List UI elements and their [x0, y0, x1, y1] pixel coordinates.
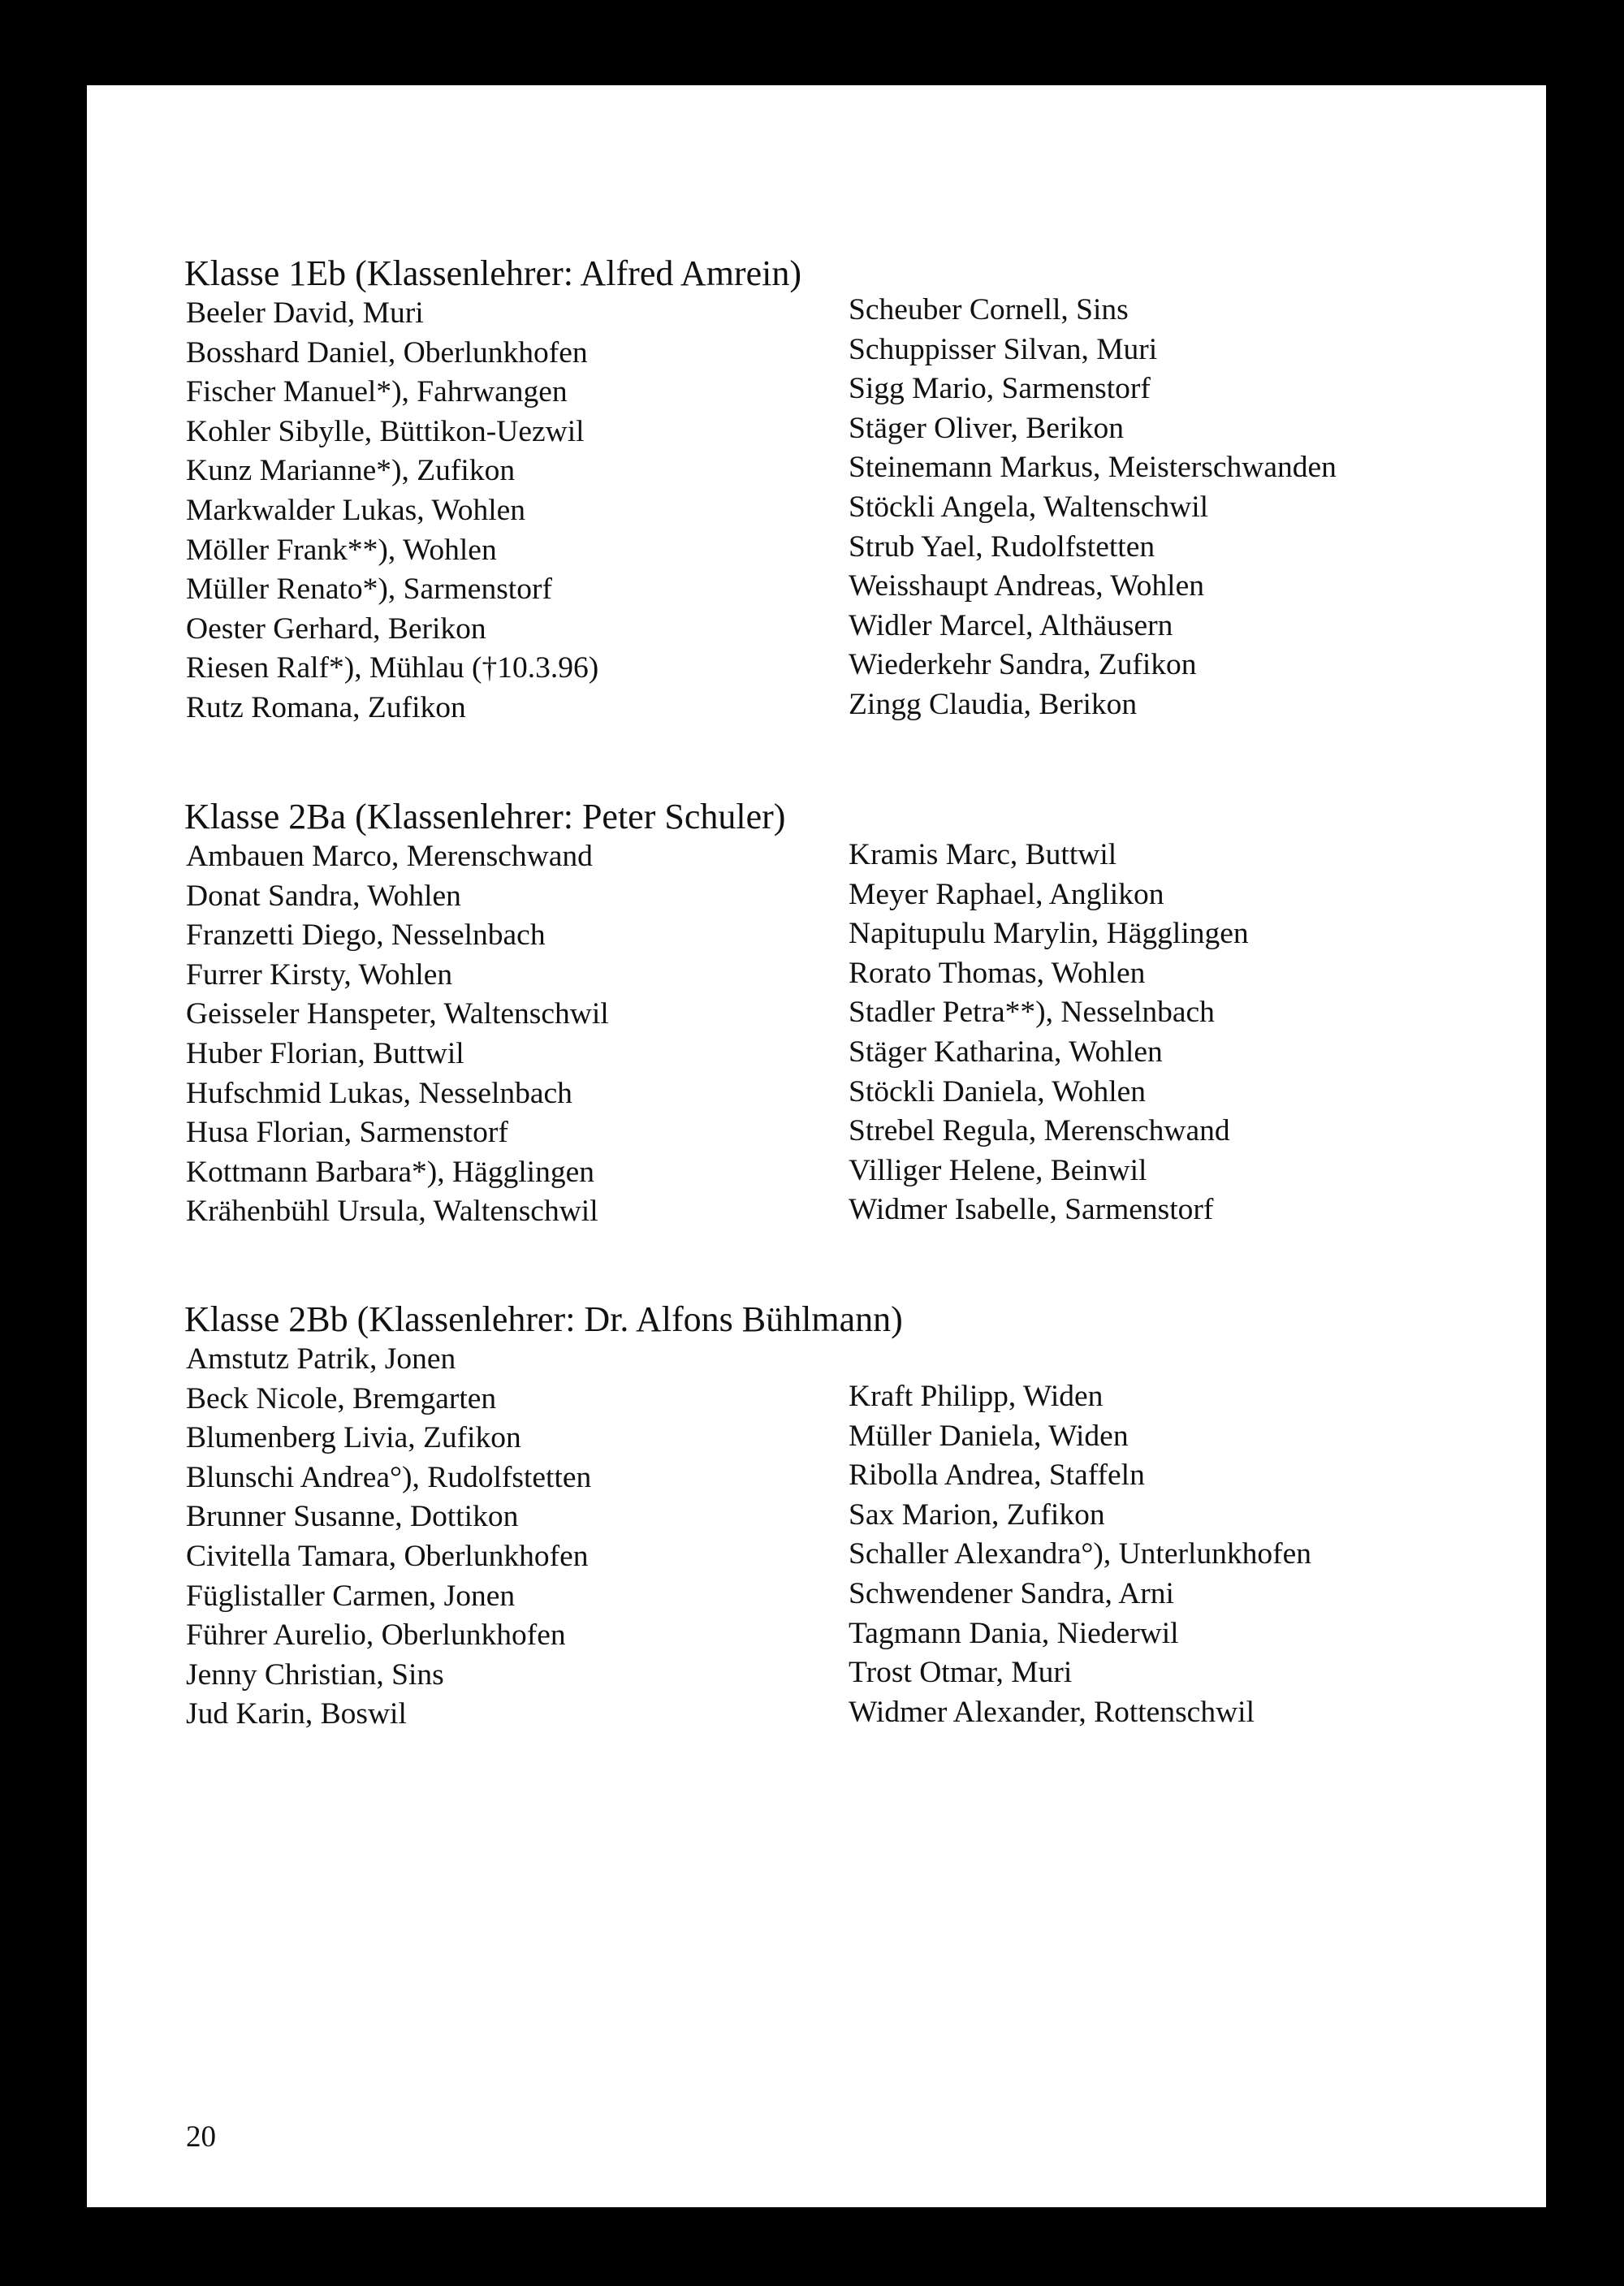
- class-1eb-right-column: [849, 291, 1337, 725]
- student-entry: Kramis Marc, Buttwil: [849, 838, 1117, 871]
- student-entry: Schuppisser Silvan, Muri: [849, 332, 1158, 366]
- class-2bb-heading: Klasse 2Bb (Klassenlehrer: Dr. Alfons Bühlmann): [184, 1299, 903, 1339]
- student-entry: Stöckli Angela, Waltenschwil: [849, 490, 1209, 524]
- student-entry: Jenny Christian, Sins: [186, 1657, 444, 1692]
- student-entry: Führer Aurelio, Oberlunkhofen: [186, 1618, 566, 1653]
- class-1eb-heading: Klasse 1Eb (Klassenlehrer: Alfred Amrein): [184, 253, 801, 293]
- student-entry: Furrer Kirsty, Wohlen: [186, 957, 453, 992]
- class-2bb-left-column: [186, 1340, 591, 1735]
- student-entry: Stöckli Daniela, Wohlen: [849, 1074, 1147, 1108]
- student-entry: Stadler Petra**), Nesselnbach: [849, 996, 1215, 1030]
- student-entry: Weisshaupt Andreas, Wohlen: [849, 569, 1204, 603]
- student-entry: Stäger Katharina, Wohlen: [849, 1035, 1163, 1069]
- student-entry: Rorato Thomas, Wohlen: [849, 956, 1146, 990]
- student-entry: Bosshard Daniel, Oberlunkhofen: [186, 335, 588, 369]
- student-entry: Riesen Ralf*), Mühlau (†10.3.96): [186, 651, 599, 685]
- class-2ba-left-column: [186, 837, 609, 1232]
- class-2bb-section: [184, 1299, 1516, 1731]
- student-entry: Möller Frank**), Wohlen: [186, 533, 497, 567]
- page-number: 20: [186, 2120, 216, 2154]
- class-2ba-right-column: [849, 836, 1249, 1230]
- student-entry: Zingg Claudia, Berikon: [849, 687, 1138, 721]
- student-entry: Blunschi Andrea°), Rudolfstetten: [186, 1460, 592, 1494]
- student-entry: Widmer Alexander, Rottenschwil: [849, 1695, 1255, 1729]
- student-entry: Napitupulu Marylin, Hägglingen: [849, 917, 1249, 951]
- student-entry: Schwendener Sandra, Arni: [849, 1576, 1174, 1610]
- student-entry: Wiederkehr Sandra, Zufikon: [849, 648, 1197, 682]
- student-entry: Kraft Philipp, Widen: [849, 1380, 1104, 1413]
- student-entry: Beeler David, Muri: [186, 296, 424, 330]
- student-entry: Villiger Helene, Beinwil: [849, 1153, 1147, 1187]
- student-entry: Rutz Romana, Zufikon: [186, 690, 466, 724]
- student-entry: Strebel Regula, Merenschwand: [849, 1114, 1230, 1148]
- student-entry: Trost Otmar, Muri: [849, 1656, 1073, 1690]
- student-entry: Kottmann Barbara*), Hägglingen: [186, 1155, 594, 1189]
- student-entry: Kunz Marianne*), Zufikon: [186, 454, 516, 488]
- student-entry: Ambauen Marco, Merenschwand: [186, 840, 593, 873]
- student-entry: Sax Marion, Zufikon: [849, 1497, 1105, 1532]
- student-entry: Füglistaller Carmen, Jonen: [186, 1579, 516, 1613]
- student-entry: Ribolla Andrea, Staffeln: [849, 1458, 1145, 1493]
- student-entry: Stäger Oliver, Berikon: [849, 411, 1125, 445]
- student-entry: Huber Florian, Buttwil: [186, 1036, 464, 1070]
- student-entry: Müller Renato*), Sarmenstorf: [186, 573, 552, 607]
- student-entry: Widmer Isabelle, Sarmenstorf: [849, 1193, 1214, 1227]
- student-entry: Fischer Manuel*), Fahrwangen: [186, 375, 568, 409]
- student-entry: Jud Karin, Boswil: [186, 1697, 407, 1731]
- student-entry: Sigg Mario, Sarmenstorf: [849, 372, 1151, 406]
- student-entry: Markwalder Lukas, Wohlen: [186, 493, 526, 527]
- student-entry: Amstutz Patrik, Jonen: [186, 1342, 456, 1376]
- class-2ba-heading: Klasse 2Ba (Klassenlehrer: Peter Schuler): [184, 797, 786, 836]
- student-entry: Schaller Alexandra°), Unterlunkhofen: [849, 1537, 1312, 1571]
- class-2ba-section: [184, 797, 1516, 1229]
- class-1eb-section: [184, 253, 1516, 724]
- student-entry: Tagmann Dania, Niederwil: [849, 1616, 1179, 1650]
- student-entry: Geisseler Hanspeter, Waltenschwil: [186, 997, 609, 1031]
- student-entry: Civitella Tamara, Oberlunkhofen: [186, 1539, 589, 1573]
- student-entry: Steinemann Markus, Meisterschwanden: [849, 451, 1337, 485]
- student-entry: Donat Sandra, Wohlen: [186, 879, 461, 913]
- student-entry: Kohler Sibylle, Büttikon-Uezwil: [186, 414, 585, 448]
- student-entry: Beck Nicole, Bremgarten: [186, 1381, 497, 1415]
- student-entry: Strub Yael, Rudolfstetten: [849, 529, 1155, 564]
- student-entry: Scheuber Cornell, Sins: [849, 293, 1129, 326]
- student-entry: Widler Marcel, Althäusern: [849, 608, 1173, 642]
- class-1eb-left-column: [186, 294, 598, 728]
- student-entry: Oester Gerhard, Berikon: [186, 611, 486, 646]
- student-entry: Hufschmid Lukas, Nesselnbach: [186, 1076, 572, 1110]
- student-entry: Blumenberg Livia, Zufikon: [186, 1421, 521, 1455]
- student-entry: Brunner Susanne, Dottikon: [186, 1500, 519, 1534]
- student-entry: Müller Daniela, Widen: [849, 1419, 1129, 1453]
- page: [87, 85, 1546, 2207]
- student-entry: Husa Florian, Sarmenstorf: [186, 1116, 508, 1150]
- student-entry: Krähenbühl Ursula, Waltenschwil: [186, 1195, 598, 1229]
- student-entry: Franzetti Diego, Nesselnbach: [186, 918, 546, 953]
- student-entry: Meyer Raphael, Anglikon: [849, 877, 1164, 911]
- class-2bb-right-column: [849, 1377, 1311, 1732]
